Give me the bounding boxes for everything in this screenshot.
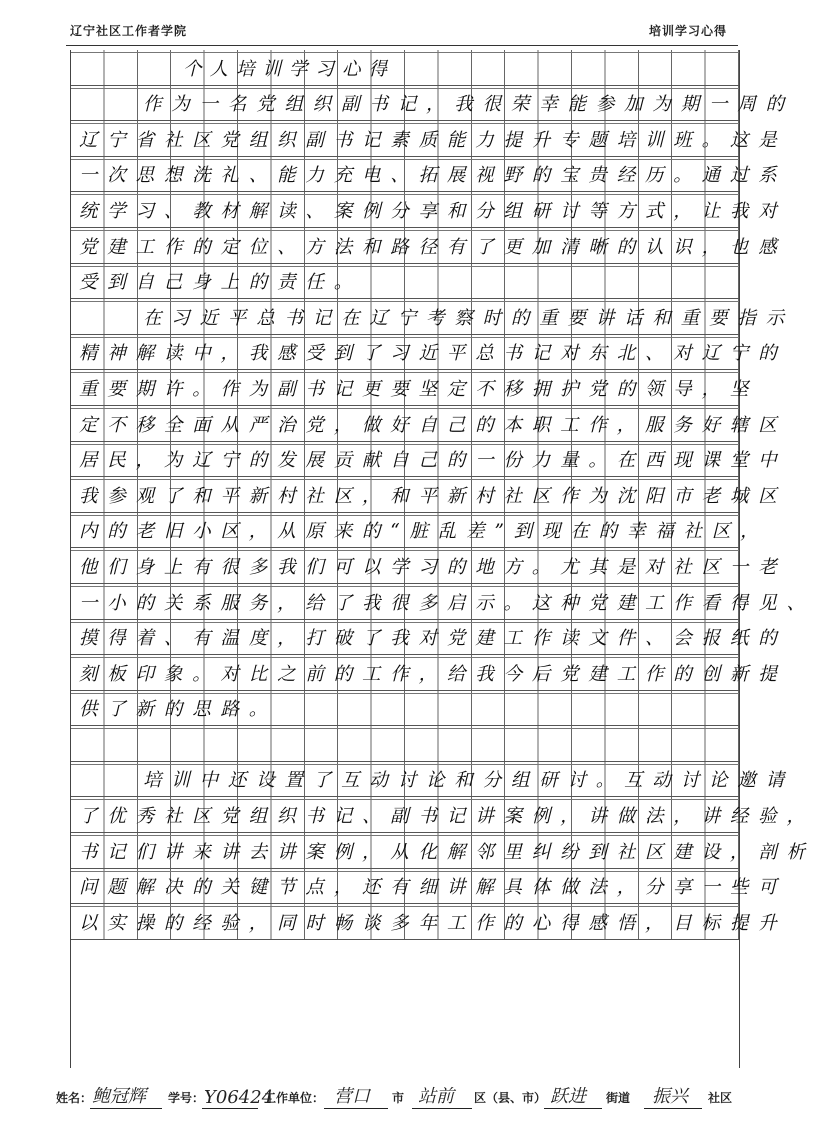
street-label: 街道 [606,1091,631,1105]
city-label: 市 [392,1091,405,1105]
community-label: 社区 [708,1091,733,1105]
text-line: 重要期许。作为副书记更要坚定不移拥护党的领导，坚 [71,370,739,406]
work-unit-label: 工作单位： [264,1091,325,1105]
signature-footer [56,1082,759,1112]
text-line: 受到自己身上的责任。 [71,264,739,300]
city-value: 营口 [334,1086,370,1107]
district-label: 区（县、市） [474,1091,547,1105]
header-rule [66,45,738,46]
name-value: 鲍冠辉 [92,1086,146,1107]
text-line: 一次思想洗礼、能力充电、拓展视野的宝贵经历。通过系 [71,157,739,193]
empty-line [71,726,739,762]
sheet-title: 培训学习心得 [648,24,727,38]
text-line: 摸得着、有温度，打破了我对党建工作读文件、会报纸的 [71,620,739,656]
city-underline [324,1108,388,1109]
manuscript-grid [70,50,815,1068]
name-underline [90,1108,162,1109]
text-line: 辽宁省社区党组织副书记素质能力提升专题培训班。这是 [71,121,739,157]
text-line: 党建工作的定位、方法和路径有了更加清晰的认识，也感 [71,228,739,264]
text-line: 作为一名党组织副书记，我很荣幸能参加为期一周的 [71,86,739,122]
student-id-underline [202,1108,258,1109]
text-line: 内的老旧小区，从原来的“脏乱差”到现在的幸福社区， [71,513,739,549]
text-line: 刻板印象。对比之前的工作，给我今后党建工作的创新提 [71,655,739,691]
essay-title: 个人培训学习心得 [183,58,396,80]
college-name: 辽宁社区工作者学院 [70,24,188,38]
text-line: 统学习、教材解读、案例分享和分组研讨等方式，让我对 [71,192,739,228]
text-line: 定不移全面从严治党，做好自己的本职工作，服务好辖区 [71,406,739,442]
street-value: 跃进 [550,1086,586,1107]
text-line: 一小的关系服务，给了我很多启示。这种党建工作看得见、 [71,584,739,620]
text-line: 供了新的思路。 [71,691,739,727]
text-line: 我参观了和平新村社区，和平新村社区作为沈阳市老城区 [71,477,739,513]
text-line: 精神解读中，我感受到了习近平总书记对东北、对辽宁的 [71,335,739,371]
name-label: 姓名： [56,1091,93,1105]
text-line: 了优秀社区党组织书记、副书记讲案例，讲做法，讲经验， [71,797,739,833]
community-value: 振兴 [652,1086,688,1107]
district-underline [412,1108,472,1109]
community-underline [644,1108,702,1109]
text-line: 他们身上有很多我们可以学习的地方。尤其是对社区一老 [71,548,739,584]
essay-title-row [71,50,739,86]
street-underline [544,1108,602,1109]
text-line: 居民，为辽宁的发展贡献自己的一份力量。在西现课堂中 [71,442,739,478]
text-line: 问题解决的关键节点，还有细讲解具体做法，分享一些可 [71,869,739,905]
text-line: 书记们讲来讲去讲案例，从化解邻里纠纷到社区建设，剖析 [71,833,739,869]
district-value: 站前 [418,1086,454,1107]
text-line: 培训中还设置了互动讨论和分组研讨。互动讨论邀请 [71,762,739,798]
text-line: 以实操的经验，同时畅谈多年工作的心得感悟，目标提升 [71,904,739,940]
student-id-label: 学号： [168,1091,205,1105]
text-line: 在习近平总书记在辽宁考察时的重要讲话和重要指示 [71,299,739,335]
student-id-value: Y06424 [204,1087,274,1108]
